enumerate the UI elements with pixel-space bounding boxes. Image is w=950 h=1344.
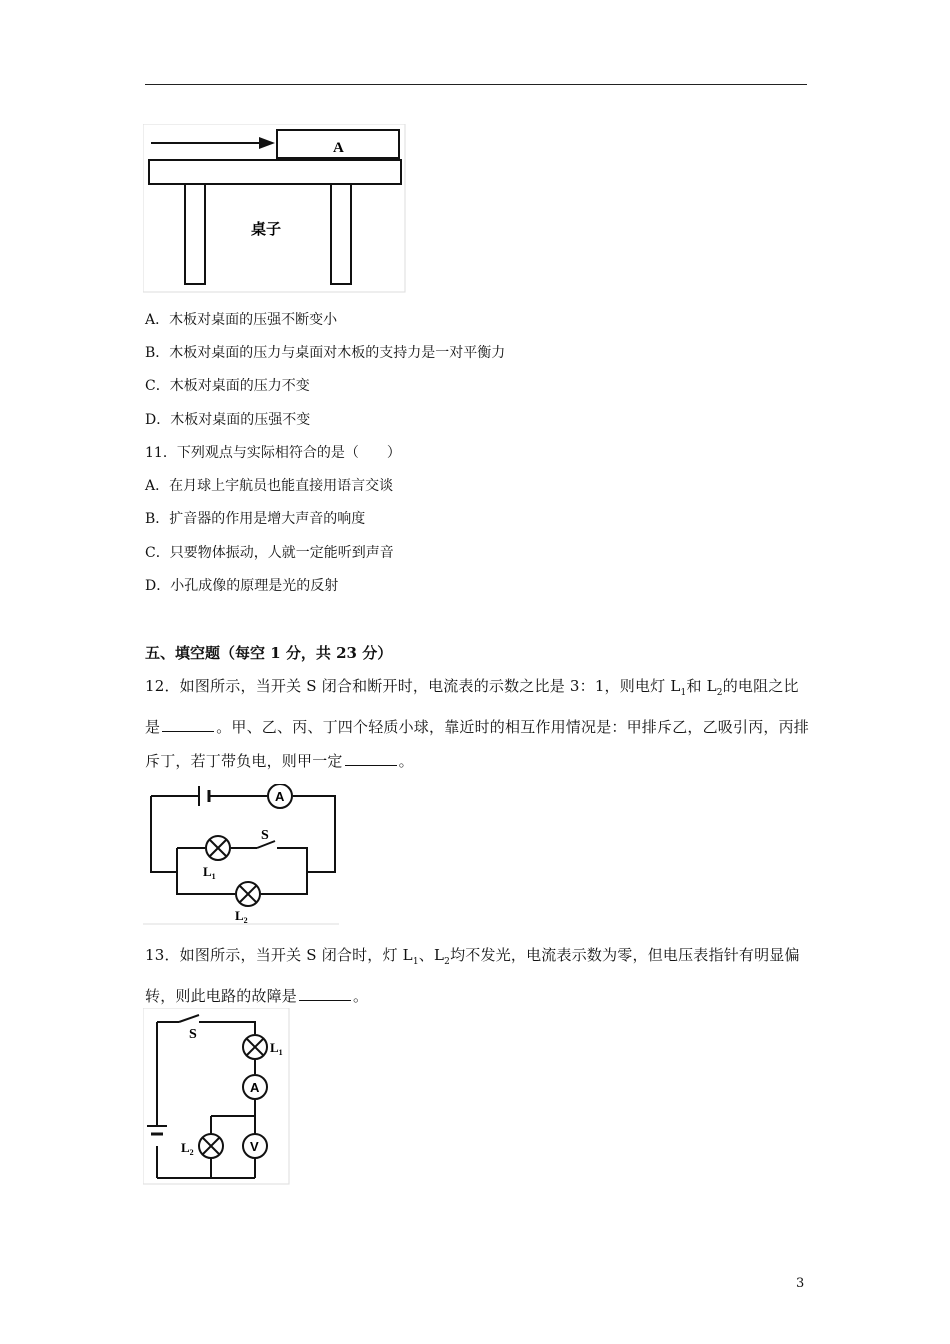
table-leg-right: [331, 184, 351, 284]
header-rule: [145, 84, 807, 85]
voltmeter-icon: [243, 1134, 267, 1158]
ammeter-icon: [243, 1075, 267, 1099]
q12-answer-blank-2[interactable]: [345, 764, 397, 766]
switch-label: S: [189, 1027, 197, 1042]
lamp1-label: $L_1$: [270, 1040, 283, 1057]
figure-circuit-q12: [143, 784, 343, 926]
lamp1-icon: [243, 1035, 267, 1059]
lamp2-label: $L_2$: [181, 1140, 194, 1157]
q11-stem: 11．下列观点与实际相符合的是（ ）: [145, 445, 401, 461]
lamp1-label: $L_1$: [203, 864, 216, 881]
q10-option-b: B．木板对桌面的压力与桌面对木板的支持力是一对平衡力: [145, 345, 506, 361]
svg-text:A: A: [250, 1080, 260, 1095]
q13-text: 13．如图所示，当开关 S 闭合时，灯 $L_1$、$L_2$均不发光，电流表示数为零，但电压表指针有明显偏转，则此电路的故障是 。: [145, 946, 800, 1005]
q11-option-b: B．扩音器的作用是增大声音的响度: [145, 511, 366, 527]
table-leg-left: [185, 184, 205, 284]
q10-option-a: A．木板对桌面的压强不断变小: [145, 312, 338, 328]
arrow-head-icon: [259, 137, 275, 149]
lamp2-label: $L_2$: [235, 908, 248, 925]
page-number: 3: [796, 1276, 805, 1291]
figure-board-on-table: [143, 124, 407, 294]
lamp2-icon: [199, 1134, 223, 1158]
q11-option-d: D．小孔成像的原理是光的反射: [145, 578, 339, 594]
figure-circuit-q13: [143, 1008, 293, 1186]
q12-answer-blank-1[interactable]: [162, 730, 214, 732]
switch-label: S: [261, 828, 269, 843]
ammeter-icon: [268, 784, 292, 808]
block-a-label: A: [333, 140, 344, 156]
svg-text:A: A: [275, 789, 285, 804]
q11-option-c: C．只要物体振动，人就一定能听到声音: [145, 545, 394, 561]
section-heading: 五、填空题（每空 1 分，共 23 分）: [145, 644, 393, 662]
svg-text:V: V: [250, 1139, 259, 1154]
q10-option-c: C．木板对桌面的压力不变: [145, 378, 310, 394]
q13-answer-blank[interactable]: [299, 999, 351, 1001]
lamp1-icon: [206, 836, 230, 860]
table-label: 桌子: [251, 220, 282, 238]
q10-option-d: D．木板对桌面的压强不变: [145, 412, 311, 428]
tabletop: [149, 160, 401, 184]
q11-option-a: A．在月球上宇航员也能直接用语言交谈: [145, 478, 394, 494]
q12-text: 12．如图所示，当开关 S 闭合和断开时，电流表的示数之比是 3：1，则电灯 $L_1$和 $L_2$的电阻之比是 。甲、乙、丙、丁四个轻质小球，靠近时的相互作用情况是：甲排斥乙，乙吸引丙，丙排斥丁，若丁带负电，则甲一定 。: [145, 677, 810, 770]
lamp2-icon: [236, 882, 260, 906]
